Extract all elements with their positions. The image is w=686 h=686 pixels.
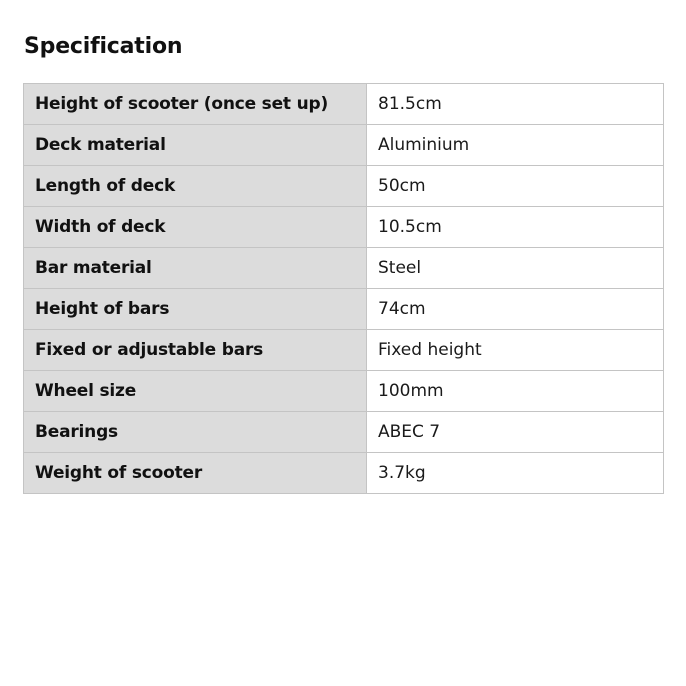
spec-label: Weight of scooter [24,453,367,494]
spec-value: 10.5cm [367,207,664,248]
spec-label: Height of bars [24,289,367,330]
table-row [24,453,664,494]
table-row [24,166,664,207]
spec-value: 74cm [367,289,664,330]
spec-value: 50cm [367,166,664,207]
spec-value: Fixed height [367,330,664,371]
spec-label: Height of scooter (once set up) [24,84,367,125]
spec-value: 100mm [367,371,664,412]
spec-label: Wheel size [24,371,367,412]
table-row [24,330,664,371]
table-row [24,207,664,248]
spec-value: ABEC 7 [367,412,664,453]
spec-label: Deck material [24,125,367,166]
specification-table-body [24,84,664,494]
table-row [24,412,664,453]
table-row [24,125,664,166]
spec-label: Width of deck [24,207,367,248]
table-row [24,371,664,412]
page-title: Specification [24,34,183,59]
spec-value: 81.5cm [367,84,664,125]
spec-label: Bearings [24,412,367,453]
spec-label: Bar material [24,248,367,289]
spec-label: Fixed or adjustable bars [24,330,367,371]
spec-value: Steel [367,248,664,289]
spec-value: 3.7kg [367,453,664,494]
table-row [24,84,664,125]
spec-label: Length of deck [24,166,367,207]
specification-table [23,83,664,494]
table-row [24,248,664,289]
spec-value: Aluminium [367,125,664,166]
table-row [24,289,664,330]
